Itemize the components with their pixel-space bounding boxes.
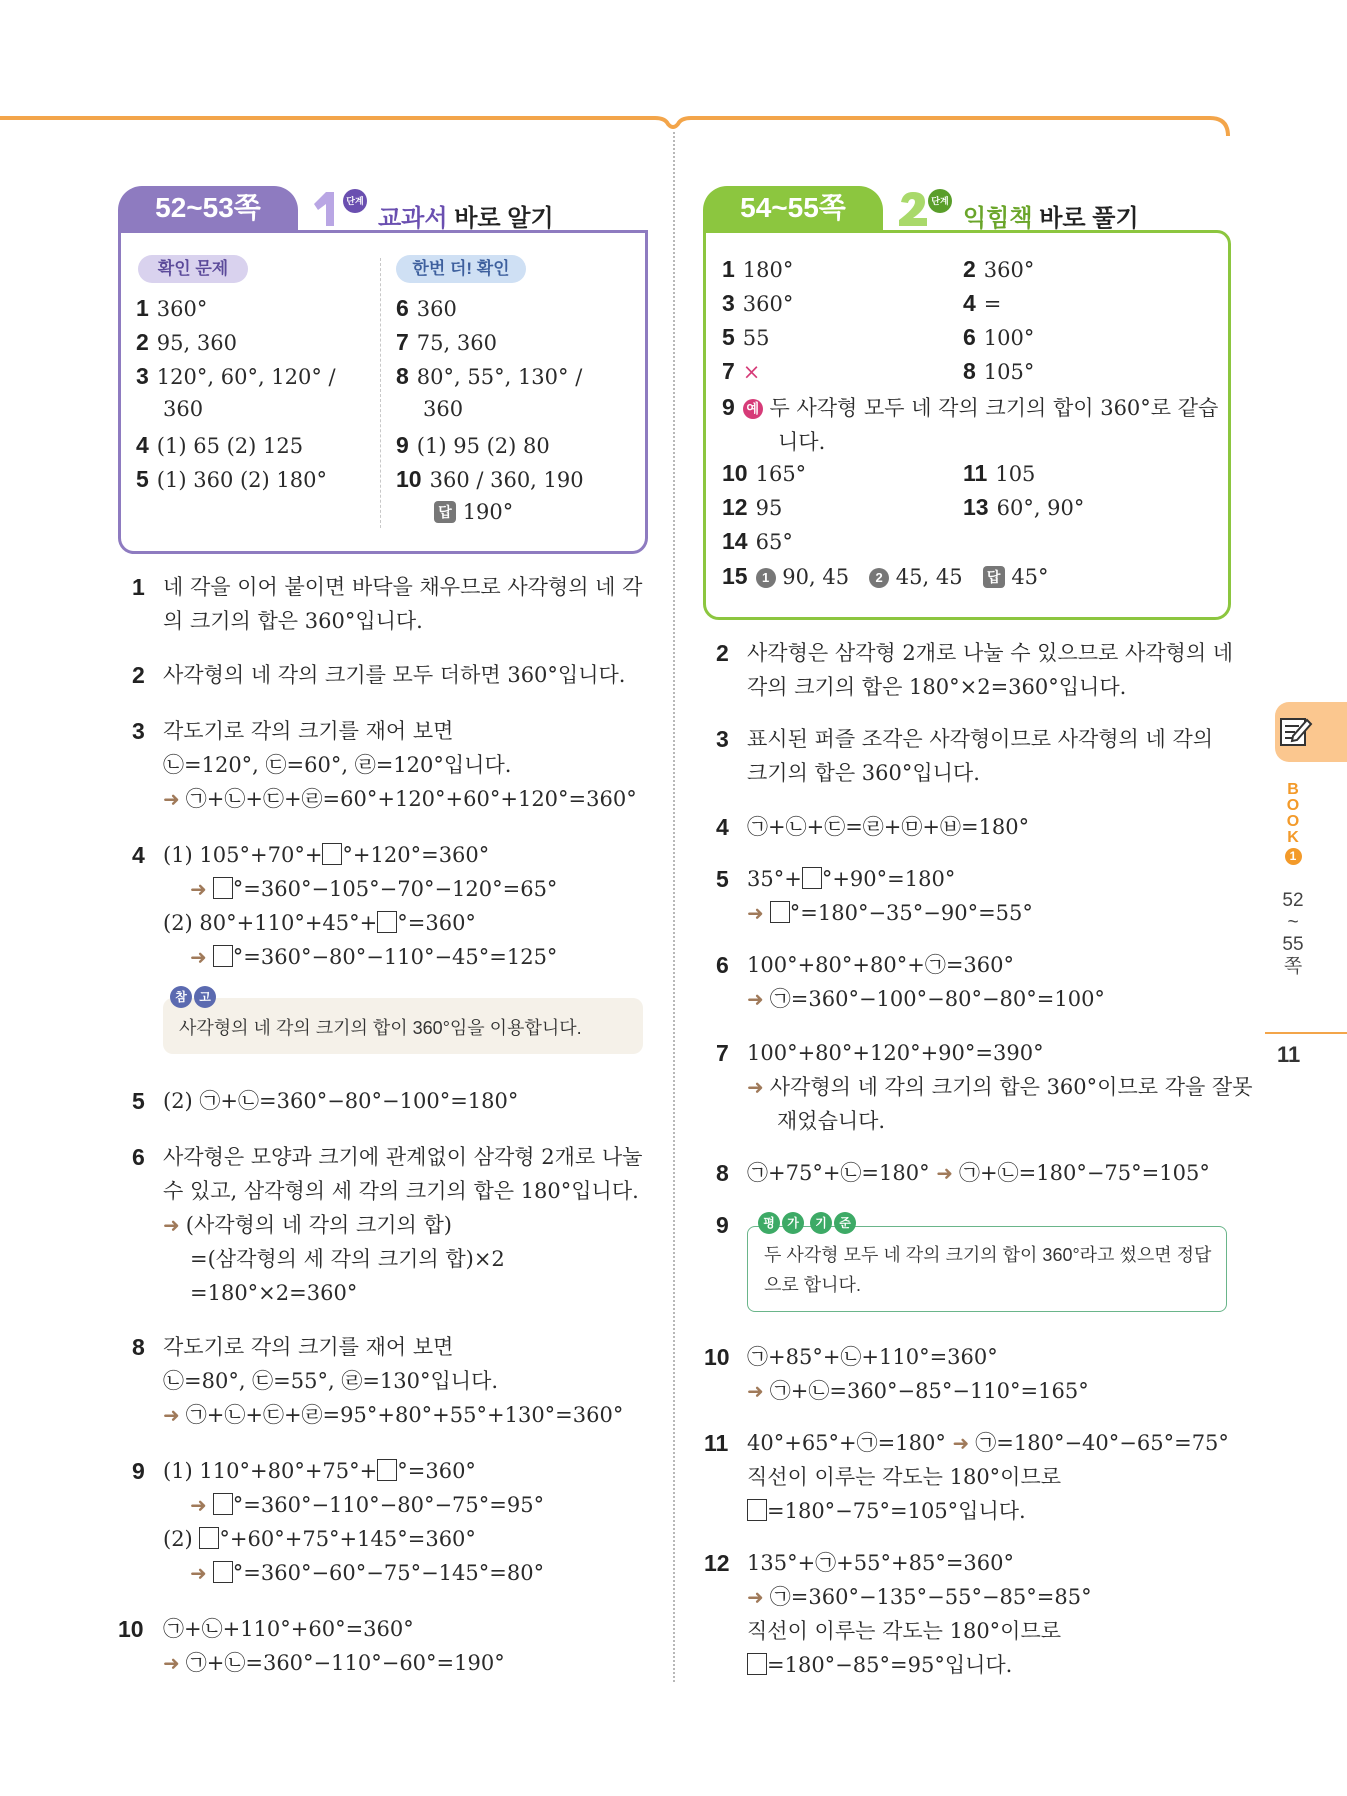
answer-badge: 답	[434, 501, 456, 523]
once-more-confirm-pill: 한번 더! 확인	[396, 255, 526, 283]
evaluation-criteria-tag: 평 가 기 준	[758, 1212, 856, 1234]
right-section-tab: 54~55쪽	[703, 186, 883, 230]
step-badge: 단계	[343, 189, 367, 213]
blank-box	[747, 1653, 767, 1675]
explanation-line: ➜ ㉠=360°−135°−55°−85°=85°	[747, 1580, 1092, 1614]
answer-item: 3 120°, 60°, 120° /	[136, 363, 336, 389]
blank-box	[199, 1527, 219, 1549]
explanation-line: 네 각을 이어 붙이면 바닥을 채우므로 사각형의 네 각	[163, 575, 643, 599]
evaluation-criteria-box	[747, 1226, 1227, 1312]
explanation-number: 8	[716, 1160, 729, 1186]
explanation-line: ➜ ㉠+㉡+㉢+㉣=60°+120°+60°+120°=360°	[163, 782, 637, 816]
explanation-number: 7	[716, 1040, 729, 1066]
blank-box	[322, 843, 342, 865]
answer-item: 360	[163, 397, 204, 421]
explanation-line: 각도기로 각의 크기를 재어 보면	[163, 719, 454, 743]
side-rule	[1265, 1032, 1347, 1034]
arrow-icon: ➜	[747, 1379, 764, 1403]
step-1-icon	[308, 188, 348, 230]
explanation-line: ㉠+㉡+110°+60°=360°	[163, 1617, 414, 1641]
explanation-line: 100°+80°+120°+90°=390°	[747, 1041, 1044, 1065]
explanation-line: 135°+㉠+55°+85°=360°	[747, 1551, 1014, 1575]
explanation-line: 재었습니다.	[777, 1109, 886, 1133]
top-decorative-rule	[0, 0, 1347, 140]
explanation-line: ➜ ㉠+㉡+㉢+㉣=95°+80°+55°+130°=360°	[163, 1398, 623, 1432]
reference-note-text: 사각형의 네 각의 크기의 합이 360°임을 이용합니다.	[179, 1018, 582, 1038]
explanation-line: ➜ (사각형의 네 각의 크기의 합)	[163, 1208, 452, 1242]
answer-final: 답 190°	[434, 500, 513, 524]
explanation-line: 사각형은 삼각형 2개로 나눌 수 있으므로 사각형의 네	[747, 641, 1234, 665]
criteria-text: 두 사각형 모두 네 각의 크기의 합이 360°라고 썼으면 정답	[764, 1245, 1212, 1265]
explanation-number: 4	[716, 814, 729, 840]
step-circle-2: 2	[869, 568, 889, 588]
example-badge: 예	[743, 399, 763, 419]
explanation-number: 3	[716, 726, 729, 752]
explanation-number: 5	[132, 1088, 145, 1114]
left-section-title	[378, 198, 554, 233]
explanation-line: (2) 80°+110°+45°+ °=360°	[163, 911, 476, 935]
title-rest: 바로 풀기	[1039, 205, 1139, 232]
explanation-line: 의 크기의 합은 360°입니다.	[163, 609, 423, 633]
explanation-number: 5	[716, 866, 729, 892]
arrow-icon: ➜	[747, 1075, 764, 1099]
explanation-line: ➜ °=360°−105°−70°−120°=65°	[190, 872, 557, 906]
explanation-line: ➜ °=180°−35°−90°=55°	[747, 896, 1033, 930]
explanation-line: 수 있고, 삼각형의 세 각의 크기의 합은 180°입니다.	[163, 1179, 639, 1203]
explanation-number: 6	[716, 952, 729, 978]
answer-item: 6 360	[396, 295, 457, 321]
answer-item: 5 55	[722, 324, 770, 350]
answer-item: 7 75, 360	[396, 329, 497, 355]
explanation-number: 8	[132, 1334, 145, 1360]
arrow-icon: ➜	[936, 1161, 954, 1185]
answer-item: 11 105	[963, 460, 1036, 486]
answer-item: 5 (1) 360 (2) 180°	[136, 466, 327, 492]
explanation-line: 사각형은 모양과 크기에 관계없이 삼각형 2개로 나눌	[163, 1145, 643, 1169]
book-side-tab	[1275, 702, 1347, 762]
explanation-line: =180°−75°=105°입니다.	[747, 1494, 1026, 1528]
answer-item: 니다.	[778, 430, 826, 454]
arrow-icon: ➜	[952, 1431, 970, 1455]
explanation-number: 9	[132, 1458, 145, 1484]
explanation-number: 4	[132, 842, 145, 868]
book-number-badge: 1	[1285, 848, 1302, 865]
explanation-line: 표시된 퍼즐 조각은 사각형이므로 사각형의 네 각의	[747, 727, 1214, 751]
arrow-icon: ➜	[190, 1561, 207, 1585]
answer-item: 6 100°	[963, 324, 1035, 350]
left-section-tab: 52~53쪽	[118, 186, 298, 230]
explanation-line: =180°×2=360°	[190, 1281, 358, 1305]
explanation-number: 2	[132, 662, 145, 688]
explanation-line: =180°−85°=95°입니다.	[747, 1648, 1012, 1682]
column-divider	[673, 132, 675, 1682]
answer-item: 3 360°	[722, 290, 794, 316]
book-label: B O O K 1	[1283, 782, 1303, 865]
explanation-number: 11	[704, 1430, 729, 1456]
explanation-number: 9	[716, 1212, 729, 1238]
arrow-icon: ➜	[163, 1403, 180, 1427]
blank-box	[213, 945, 233, 967]
explanation-line: ➜ °=360°−60°−75°−145°=80°	[190, 1556, 544, 1590]
answer-item: 14 65°	[722, 528, 793, 554]
explanation-line: 크기의 합은 360°입니다.	[747, 761, 980, 785]
explanation-number: 12	[704, 1550, 730, 1576]
answer-item: 10 360 / 360, 190	[396, 466, 584, 492]
explanation-number: 2	[716, 640, 729, 666]
answer-item: 8 80°, 55°, 130° /	[396, 363, 583, 389]
explanation-number: 1	[132, 574, 145, 600]
arrow-icon: ➜	[163, 787, 180, 811]
explanation-line: ➜ °=360°−80°−110°−45°=125°	[190, 940, 557, 974]
title-highlight: 교과서	[378, 205, 448, 232]
answer-item: 13 60°, 90°	[963, 494, 1085, 520]
answer-item: 1 360°	[136, 295, 208, 321]
explanation-line: ㉠+㉡+㉢=㉣+㉤+㉥=180°	[747, 815, 1030, 839]
explanation-line: ➜ ㉠+㉡=360°−85°−110°=165°	[747, 1374, 1089, 1408]
blank-box	[802, 867, 822, 889]
side-page-range: 52 ~ 55 쪽	[1282, 890, 1304, 977]
answer-item: 1 180°	[722, 256, 794, 282]
explanation-line: ➜ 사각형의 네 각의 크기의 합은 360°이므로 각을 잘못	[747, 1070, 1253, 1104]
explanation-line: ➜ °=360°−110°−80°−75°=95°	[190, 1488, 544, 1522]
answer-item: 9 (1) 95 (2) 80	[396, 432, 550, 458]
reference-tag: 참 고	[170, 986, 216, 1008]
explanation-line: (2) °+60°+75°+145°=360°	[163, 1527, 476, 1551]
blank-box	[377, 911, 397, 933]
explanation-line: (1) 110°+80°+75°+ °=360°	[163, 1459, 476, 1483]
step-circle-1: 1	[756, 568, 776, 588]
arrow-icon: ➜	[163, 1213, 180, 1237]
answer-item: 4 =	[963, 290, 1002, 316]
arrow-icon: ➜	[747, 1585, 764, 1609]
confirm-problem-pill: 확인 문제	[138, 255, 248, 283]
explanation-line: ㉠+85°+㉡+110°=360°	[747, 1345, 998, 1369]
arrow-icon: ➜	[190, 945, 207, 969]
answer-box-divider	[380, 258, 381, 528]
explanation-line: 100°+80°+80°+㉠=360°	[747, 953, 1014, 977]
arrow-icon: ➜	[190, 877, 207, 901]
answer-item: 9 예 두 사각형 모두 네 각의 크기의 합이 360°로 같습	[722, 394, 1219, 420]
arrow-icon: ➜	[747, 901, 764, 925]
blank-box	[213, 1561, 233, 1583]
explanation-line: 각도기로 각의 크기를 재어 보면	[163, 1335, 454, 1359]
explanation-line: ➜ ㉠+㉡=360°−110°−60°=190°	[163, 1646, 505, 1680]
explanation-line: ㉡=80°, ㉢=55°, ㉣=130°입니다.	[163, 1369, 499, 1393]
explanation-line: (1) 105°+70°+ °+120°=360°	[163, 843, 490, 867]
blank-box	[747, 1499, 767, 1521]
explanation-line: 40°+65°+㉠=180° ➜ ㉠=180°−40°−65°=75°	[747, 1426, 1229, 1460]
answer-item: 2 360°	[963, 256, 1035, 282]
answer-item: 15 1 90, 45 2 45, 45 답 45°	[722, 563, 1049, 589]
explanation-line: (2) ㉠+㉡=360°−80°−100°=180°	[163, 1089, 519, 1113]
blank-box	[213, 1493, 233, 1515]
explanation-line: ㉠+75°+㉡=180° ➜ ㉠+㉡=180°−75°=105°	[747, 1156, 1210, 1190]
explanation-line: 직선이 이루는 각도는 180°이므로	[747, 1465, 1062, 1489]
answer-item: 360	[423, 397, 464, 421]
blank-box	[377, 1459, 397, 1481]
answer-item: 4 (1) 65 (2) 125	[136, 432, 304, 458]
step-badge: 단계	[928, 189, 952, 213]
notebook-pencil-icon	[1279, 716, 1313, 748]
arrow-icon: ➜	[747, 987, 764, 1011]
answer-item: 12 95	[722, 494, 783, 520]
blank-box	[213, 877, 233, 899]
title-rest: 바로 알기	[454, 205, 554, 232]
explanation-line: 사각형의 네 각의 크기를 모두 더하면 360°입니다.	[163, 663, 626, 687]
answer-item: 2 95, 360	[136, 329, 237, 355]
answer-item: 7 ×	[722, 358, 761, 384]
right-answer-box	[703, 230, 1231, 620]
arrow-icon: ➜	[190, 1493, 207, 1517]
explanation-line: 각의 크기의 합은 180°×2=360°입니다.	[747, 675, 1127, 699]
explanation-number: 10	[118, 1616, 144, 1642]
explanation-line: ㉡=120°, ㉢=60°, ㉣=120°입니다.	[163, 753, 512, 777]
answer-item: 8 105°	[963, 358, 1035, 384]
explanation-number: 10	[704, 1344, 730, 1370]
explanation-line: 직선이 이루는 각도는 180°이므로	[747, 1619, 1062, 1643]
reference-note	[163, 998, 643, 1054]
title-highlight: 익힘책	[963, 205, 1033, 232]
step-2-icon	[893, 188, 933, 230]
explanation-number: 3	[132, 718, 145, 744]
explanation-line: ➜ ㉠=360°−100°−80°−80°=100°	[747, 982, 1105, 1016]
criteria-text: 으로 합니다.	[764, 1275, 861, 1295]
answer-badge: 답	[983, 566, 1005, 588]
explanation-number: 6	[132, 1144, 145, 1170]
arrow-icon: ➜	[163, 1651, 180, 1675]
explanation-line: =(삼각형의 세 각의 크기의 합)×2	[190, 1247, 505, 1271]
explanation-line: 35°+ °+90°=180°	[747, 867, 956, 891]
page-number: 11	[1277, 1042, 1301, 1067]
answer-item: 10 165°	[722, 460, 807, 486]
blank-box	[770, 901, 790, 923]
right-section-title	[963, 198, 1139, 233]
